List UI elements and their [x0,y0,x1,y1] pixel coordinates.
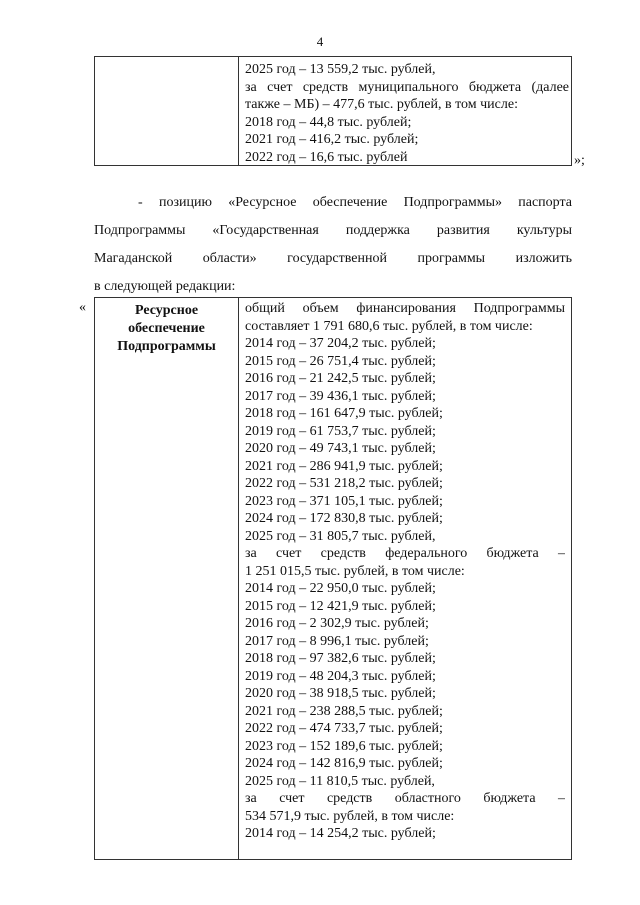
funding-line: общий объем финансирования Подпрограммы [245,301,565,316]
table-continuation [94,56,572,166]
funding-line: 2015 год – 26 751,4 тыс. рублей; [245,353,436,369]
funding-line: за счет средств областного бюджета – [245,791,565,806]
funding-line: 2022 год – 531 218,2 тыс. рублей; [245,476,443,491]
row-header-line: обеспечение [128,321,205,336]
funding-line: 2019 год – 48 204,3 тыс. рублей; [245,668,436,684]
text-line: 2025 год – 13 559,2 тыс. рублей, [245,62,436,77]
funding-line: 2025 год – 11 810,5 тыс. рублей, [245,773,435,789]
funding-line: 2014 год – 37 204,2 тыс. рублей; [245,336,436,351]
funding-line: 2021 год – 286 941,9 тыс. рублей; [245,458,443,474]
paragraph-line: Подпрограммы «Государственная поддержка развития культуры [94,223,572,238]
row-header [95,302,238,356]
funding-line: 2016 год – 2 302,9 тыс. рублей; [245,616,429,631]
funding-line: 2018 год – 161 647,9 тыс. рублей; [245,406,443,421]
funding-line: 2016 год – 21 242,5 тыс. рублей; [245,371,436,386]
funding-line: 2023 год – 152 189,6 тыс. рублей; [245,738,443,754]
funding-line: 2019 год – 61 753,7 тыс. рублей; [245,423,436,439]
row-header-line: Ресурсное [134,303,199,318]
closing-quote: »; [574,153,585,168]
funding-line: 2021 год – 238 288,5 тыс. рублей; [245,703,443,719]
funding-line: 2015 год – 12 421,9 тыс. рублей; [245,598,436,614]
text-line: за счет средств муниципального бюджета (далее [245,79,569,95]
funding-line: 2014 год – 22 950,0 тыс. рублей; [245,581,436,596]
funding-line: составляет 1 791 680,6 тыс. рублей, в том числе: [245,318,533,334]
funding-line: 2017 год – 8 996,1 тыс. рублей; [245,633,429,649]
funding-line: 2020 год – 49 743,1 тыс. рублей; [245,441,436,456]
text-line: 2021 год – 416,2 тыс. рублей; [245,132,419,147]
paragraph-line: - позицию «Ресурсное обеспечение Подпрограммы» паспорта [138,195,572,210]
text-line: 2022 год – 16,6 тыс. рублей [245,149,408,165]
funding-line: 2023 год – 371 105,1 тыс. рублей; [245,493,443,509]
funding-line: 2025 год – 31 805,7 тыс. рублей, [245,528,436,544]
funding-line: 2017 год – 39 436,1 тыс. рублей; [245,388,436,404]
funding-line: 2020 год – 38 918,5 тыс. рублей; [245,686,436,701]
paragraph-line: Магаданской области» государственной программы изложить [94,251,572,266]
text-line: 2018 год – 44,8 тыс. рублей; [245,114,412,130]
funding-line: 1 251 015,5 тыс. рублей, в том числе: [245,563,465,579]
row-header-line: Подпрограммы [117,339,216,354]
text-line: также – МБ) – 477,6 тыс. рублей, в том числе: [245,97,518,112]
opening-quote: « [79,300,86,315]
funding-line: 2022 год – 474 733,7 тыс. рублей; [245,721,443,736]
funding-line: 534 571,9 тыс. рублей, в том числе: [245,808,455,824]
funding-text [245,300,565,843]
column-divider [238,57,239,165]
body-paragraph [94,189,572,301]
table-continuation-text [245,61,569,166]
paragraph-line: в следующей редакции: [94,279,236,294]
funding-line: 2024 год – 172 830,8 тыс. рублей; [245,511,443,526]
funding-line: 2024 год – 142 816,9 тыс. рублей; [245,756,443,771]
column-divider [238,298,239,859]
funding-line: 2018 год – 97 382,6 тыс. рублей; [245,651,436,666]
page-number: 4 [316,34,324,49]
funding-line: за счет средств федерального бюджета – [245,546,565,561]
resource-table [94,297,572,860]
funding-line: 2014 год – 14 254,2 тыс. рублей; [245,826,436,841]
